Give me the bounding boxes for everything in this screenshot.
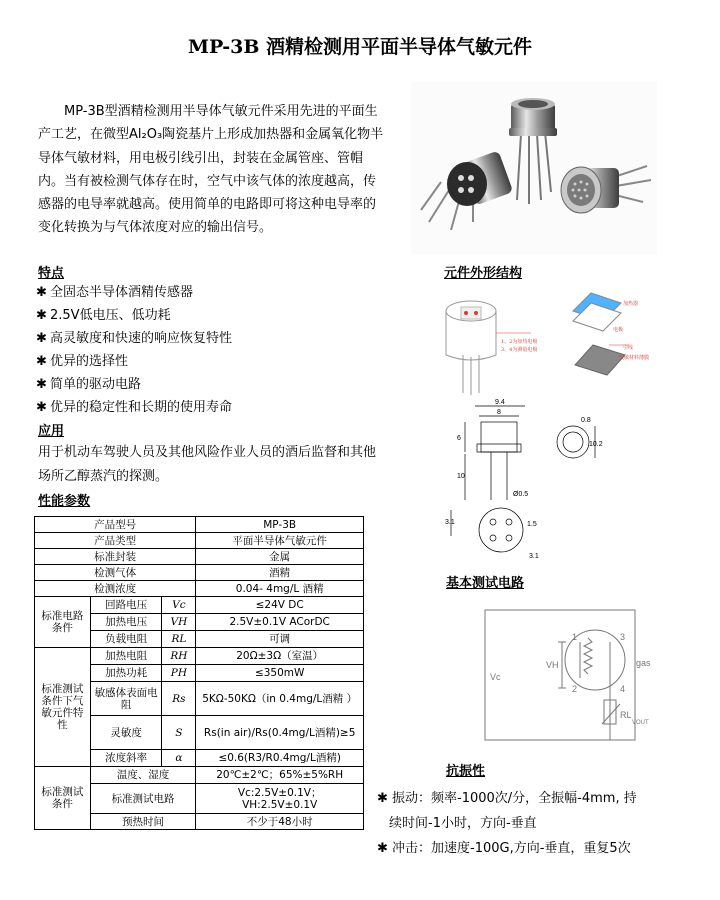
feature-text: 简单的驱动电路 (50, 377, 142, 392)
pin-note-1: 1、2为加热电极 (501, 339, 538, 345)
group-label: 标准测试条件下气敏元件特性 (35, 648, 91, 767)
spec-table (34, 516, 364, 830)
features-heading (38, 262, 64, 281)
label-pin-3: 3 (620, 632, 626, 642)
cell-value: 可调 (196, 631, 364, 648)
cell-value: ≤0.6(R3/R0.4mg/L酒精) (196, 750, 364, 767)
label-vh: VH (546, 660, 559, 670)
list-item (36, 350, 232, 373)
star-icon: ✱ (377, 841, 393, 856)
cell-symbol: RL (162, 631, 196, 648)
cell-label: 加热电阻 (90, 648, 162, 665)
features-heading-text: 特点 (38, 266, 65, 281)
star-icon: ✱ (36, 377, 47, 392)
cell-value (196, 784, 364, 814)
cell-value-line: Vc:2.5V±0.1V； (237, 786, 322, 799)
cell-symbol: S (162, 716, 196, 750)
cell-label: 标准封装 (35, 549, 196, 565)
group-label: 标准测试条件 (35, 767, 91, 830)
table-row (35, 517, 364, 533)
cell-value: 0.04- 4mg/L 酒精 (196, 581, 364, 597)
application-heading: 应用 (38, 424, 65, 439)
cell-symbol: VH (162, 614, 196, 631)
cell-label: 敏感体表面电阻 (90, 682, 162, 716)
cell-symbol: Vc (162, 597, 196, 614)
list-item (36, 281, 232, 304)
label-gas: gas (636, 658, 651, 668)
dim-angle: 3.1 (445, 519, 455, 526)
cell-value: 金属 (196, 549, 364, 565)
table-row (35, 597, 364, 614)
dim-top-width: 9.4 (495, 399, 505, 406)
dimension-drawing (445, 399, 603, 568)
table-row (35, 581, 364, 597)
cell-label: 加热功耗 (90, 665, 162, 682)
cell-symbol: RH (162, 648, 196, 665)
dim-pin-spacing: 0.8 (581, 417, 591, 424)
page-title: MP-3B 酒精检测用平面半导体气敏元件 (187, 36, 533, 58)
star-icon: ✱ (36, 354, 47, 369)
vibration-line-1: 振动：频率-1000次/分，全振幅-4mm, 持 (392, 791, 637, 806)
label-pin-4: 4 (620, 684, 626, 694)
shock-line: 冲击：加速度-100G,方向-垂直，重复5次 (392, 841, 631, 856)
label-lead: 引线 (623, 345, 634, 351)
feature-text: 2.5V低电压、低功耗 (50, 308, 171, 323)
cell-symbol: Rs (162, 682, 196, 716)
dim-inner-width: 8 (497, 409, 501, 416)
dim-pin-gap: 1.5 (527, 521, 537, 528)
cell-label: 标准测试电路 (90, 784, 196, 814)
vibration-line-2: 续时间-1小时，方向-垂直 (389, 816, 537, 831)
cell-symbol: PH (162, 665, 196, 682)
cell-value: MP-3B (196, 517, 364, 533)
label-pin-1: 1 (572, 632, 578, 642)
feature-text: 优异的稳定性和长期的使用寿命 (50, 400, 233, 415)
label-pin-2: 2 (572, 684, 578, 694)
label-vc: Vc (490, 672, 501, 682)
star-icon: ✱ (36, 400, 47, 415)
features-list (36, 281, 232, 419)
label-vout: VOUT (632, 720, 649, 726)
feature-text: 优异的选择性 (50, 354, 129, 369)
list-item (36, 373, 232, 396)
table-row (35, 533, 364, 549)
product-photo (411, 82, 657, 254)
list-item (36, 304, 232, 327)
dim-height: 6 (457, 435, 461, 442)
cell-label: 预热时间 (90, 814, 196, 830)
cell-value: 不少于48小时 (196, 814, 364, 830)
test-circuit-diagram (470, 600, 650, 750)
pin-note-2: 3、4为测量电极 (501, 347, 538, 353)
list-item (36, 327, 232, 350)
anti-vibration-heading: 抗振性 (446, 764, 486, 779)
cell-value: 20℃±2℃；65%±5%RH (196, 767, 364, 784)
table-row (35, 648, 364, 665)
list-item (36, 396, 232, 419)
star-icon: ✱ (36, 308, 47, 323)
list-item (377, 786, 637, 811)
cell-label: 加热电压 (90, 614, 162, 631)
list-item (377, 836, 637, 861)
cell-label: 灵敏度 (90, 716, 162, 750)
cell-value: ≤24V DC (196, 597, 364, 614)
dim-diameter: 10.2 (589, 441, 603, 448)
feature-text: 全固态半导体酒精传感器 (50, 285, 194, 300)
cell-label: 浓度斜率 (90, 750, 162, 767)
cell-value-line: VH:2.5V±0.1V (242, 798, 318, 811)
application-text: 用于机动车驾驶人员及其他风险作业人员的酒后监督和其他场所乙醇蒸汽的探测。 (38, 445, 377, 484)
cell-label: 检测气体 (35, 565, 196, 581)
cell-value: 20Ω±3Ω（室温） (196, 648, 364, 665)
cell-label: 回路电压 (90, 597, 162, 614)
table-row (35, 565, 364, 581)
cell-value: Rs(in air)/Rs(0.4mg/L酒精)≥5 (196, 716, 364, 750)
anti-vibration-list (377, 786, 637, 861)
feature-text: 高灵敏度和快速的响应恢复特性 (50, 331, 233, 346)
circuit-heading: 基本测试电路 (446, 576, 525, 591)
dim-side: 3.1 (529, 553, 539, 560)
cell-label: 温度、湿度 (90, 767, 196, 784)
label-heater: 加热器 (623, 301, 639, 307)
structure-diagram (441, 283, 650, 396)
cell-label: 负载电阻 (90, 631, 162, 648)
cell-value: ≤350mW (196, 665, 364, 682)
structure-heading: 元件外形结构 (444, 266, 523, 281)
cell-value: 2.5V±0.1V ACorDC (196, 614, 364, 631)
cell-label: 产品类型 (35, 533, 196, 549)
cell-label: 产品型号 (35, 517, 196, 533)
table-row (35, 549, 364, 565)
group-label: 标准电路条件 (35, 597, 91, 648)
label-electrode: 电极 (613, 327, 624, 333)
star-icon: ✱ (36, 285, 47, 300)
star-icon: ✱ (36, 331, 47, 346)
label-rl: RL (620, 710, 632, 720)
label-film: 气敏材料薄膜 (619, 355, 650, 361)
specs-heading: 性能参数 (38, 494, 91, 509)
dim-pin-diameter: Ø0.5 (513, 491, 529, 498)
cell-value: 5KΩ-50KΩ（in 0.4mg/L酒精 ） (196, 682, 364, 716)
cell-symbol: α (162, 750, 196, 767)
cell-value: 酒精 (196, 565, 364, 581)
cell-label: 检测浓度 (35, 581, 196, 597)
star-icon: ✱ (377, 791, 393, 806)
table-row (35, 767, 364, 784)
cell-value: 平面半导体气敏元件 (196, 533, 364, 549)
dim-pin-length: 10 (457, 473, 465, 480)
intro-paragraph: MP-3B型酒精检测用半导体气敏元件采用先进的平面生产工艺，在微型Al₂O₃陶瓷基片上形成加热器和金属氧化物半导体气敏材料，用电极引线引出，封装在金属管座、管帽内。当有被检测气体存在时，空气中该气体的浓度越高，传感器的电导率就越高。使用简单的电路即可将这种电导率的变化转换为与气体浓度对应的输出信号。 (38, 104, 384, 236)
